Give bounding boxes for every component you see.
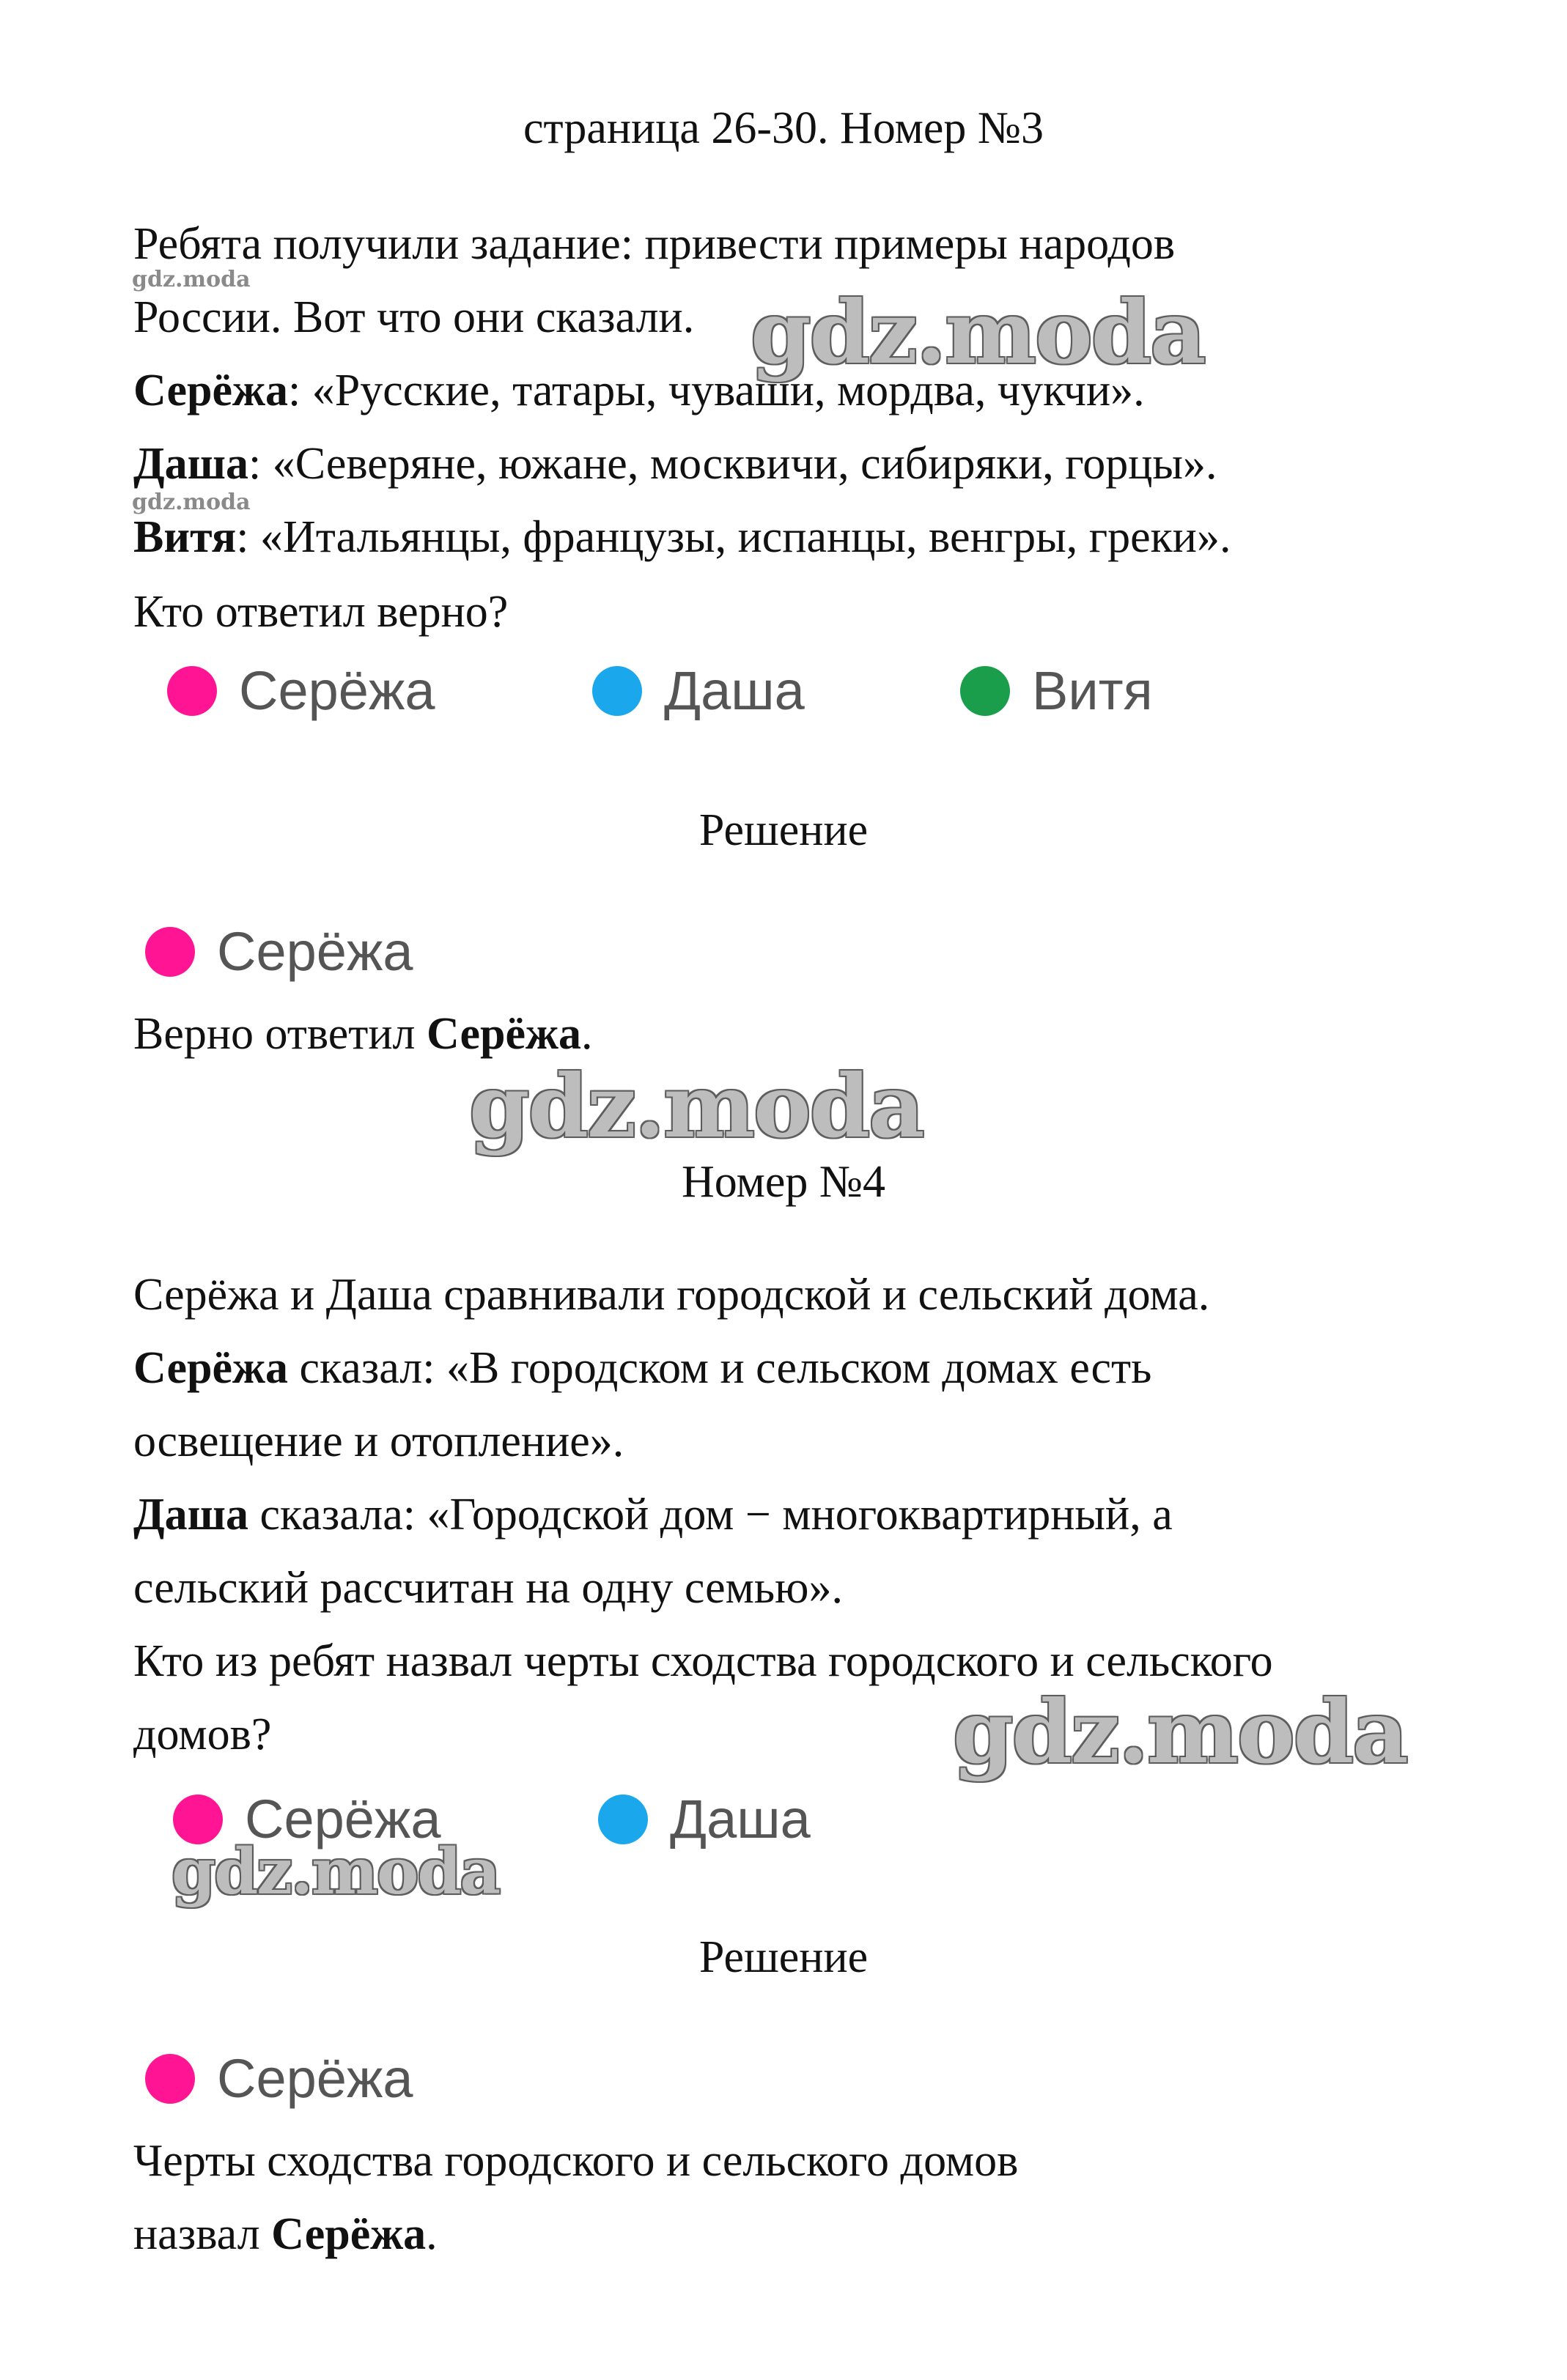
task3-solution-option [145,920,413,983]
answer-text: : «Северяне, южане, москвичи, сибиряки, горцы». [248,439,1217,489]
pink-dot-icon [167,666,217,716]
watermark-large: gdz.moda [751,281,1205,383]
watermark-small: gdz.moda [132,489,251,515]
speaker-name: Даша [133,1490,248,1540]
task3-option-vitya[interactable] [960,659,1153,722]
task3-line1: Ребята получили задание: привести примеры народов [133,219,1176,269]
task3-solution-text [133,1008,593,1060]
solution-line2-post: . [426,2209,438,2259]
answer-name: Витя [133,512,237,562]
green-dot-icon [960,666,1010,716]
option-label: Серёжа [239,660,435,721]
task4-option-dasha[interactable] [598,1788,811,1850]
option-label: Даша [670,1789,811,1849]
page-header: страница 26-30. Номер №3 [523,103,1044,153]
pink-dot-icon [145,927,195,977]
option-label: Серёжа [217,921,413,982]
task3-solution-title: Решение [698,805,869,855]
watermark-large: gdz.moda [953,1681,1407,1783]
solution-text-bold: Серёжа [426,1009,581,1059]
answer-text: : «Русские, татары, чуваши, мордва, чукчи». [288,366,1145,415]
task4-solution-option [145,2047,413,2110]
pink-dot-icon [145,2054,195,2104]
solution-text-post: . [581,1009,593,1059]
watermark-large: gdz.moda [469,1055,923,1157]
watermark-medium: gdz.moda [172,1835,500,1909]
option-label: Даша [664,660,805,721]
task4-title: Номер №4 [681,1157,885,1207]
blue-dot-icon [598,1795,648,1844]
task3-question: Кто ответил верно? [133,587,509,637]
solution-line2-pre: назвал [133,2209,272,2259]
solution-text-pre: Верно ответил [133,1009,427,1059]
task4-question-line2: домов? [133,1710,272,1759]
task4-sergey [133,1342,1151,1394]
speaker-text: сказала: «Городской дом − многоквартирный, а [248,1490,1173,1540]
answer-text: : «Итальянцы, французы, испанцы, венгры, греки». [236,512,1231,562]
speaker-name: Серёжа [133,1343,289,1393]
task4-solution-title: Решение [698,1932,869,1982]
blue-dot-icon [592,666,642,716]
task3-option-sergey[interactable] [167,659,435,722]
task4-question-line1: Кто из ребят назвал черты сходства городского и сельского [133,1636,1273,1686]
task4-solution-line1: Черты сходства городского и сельского домов [133,2136,1019,2186]
task4-sergey-cont: освещение и отопление». [133,1416,624,1466]
task4-dasha [133,1489,1173,1541]
task4-solution-line2 [133,2209,438,2261]
task4-line1: Серёжа и Даша сравнивали городской и сельский дома. [133,1270,1210,1320]
task3-answer-dasha [133,438,1217,490]
solution-line2-bold: Серёжа [271,2209,427,2259]
option-label: Серёжа [245,1789,441,1849]
task3-answer-vitya [133,511,1231,563]
option-label: Витя [1032,660,1153,721]
watermark-small: gdz.moda [132,267,251,292]
speaker-text: сказал: «В городском и сельском домах есть [288,1343,1152,1393]
task3-option-dasha[interactable] [592,659,805,722]
task3-line2: России. Вот что они сказали. [133,292,695,342]
answer-name: Даша [133,439,248,489]
task4-dasha-cont: сельский рассчитан на одну семью». [133,1563,843,1613]
answer-name: Серёжа [133,366,289,415]
option-label: Серёжа [217,2048,413,2109]
